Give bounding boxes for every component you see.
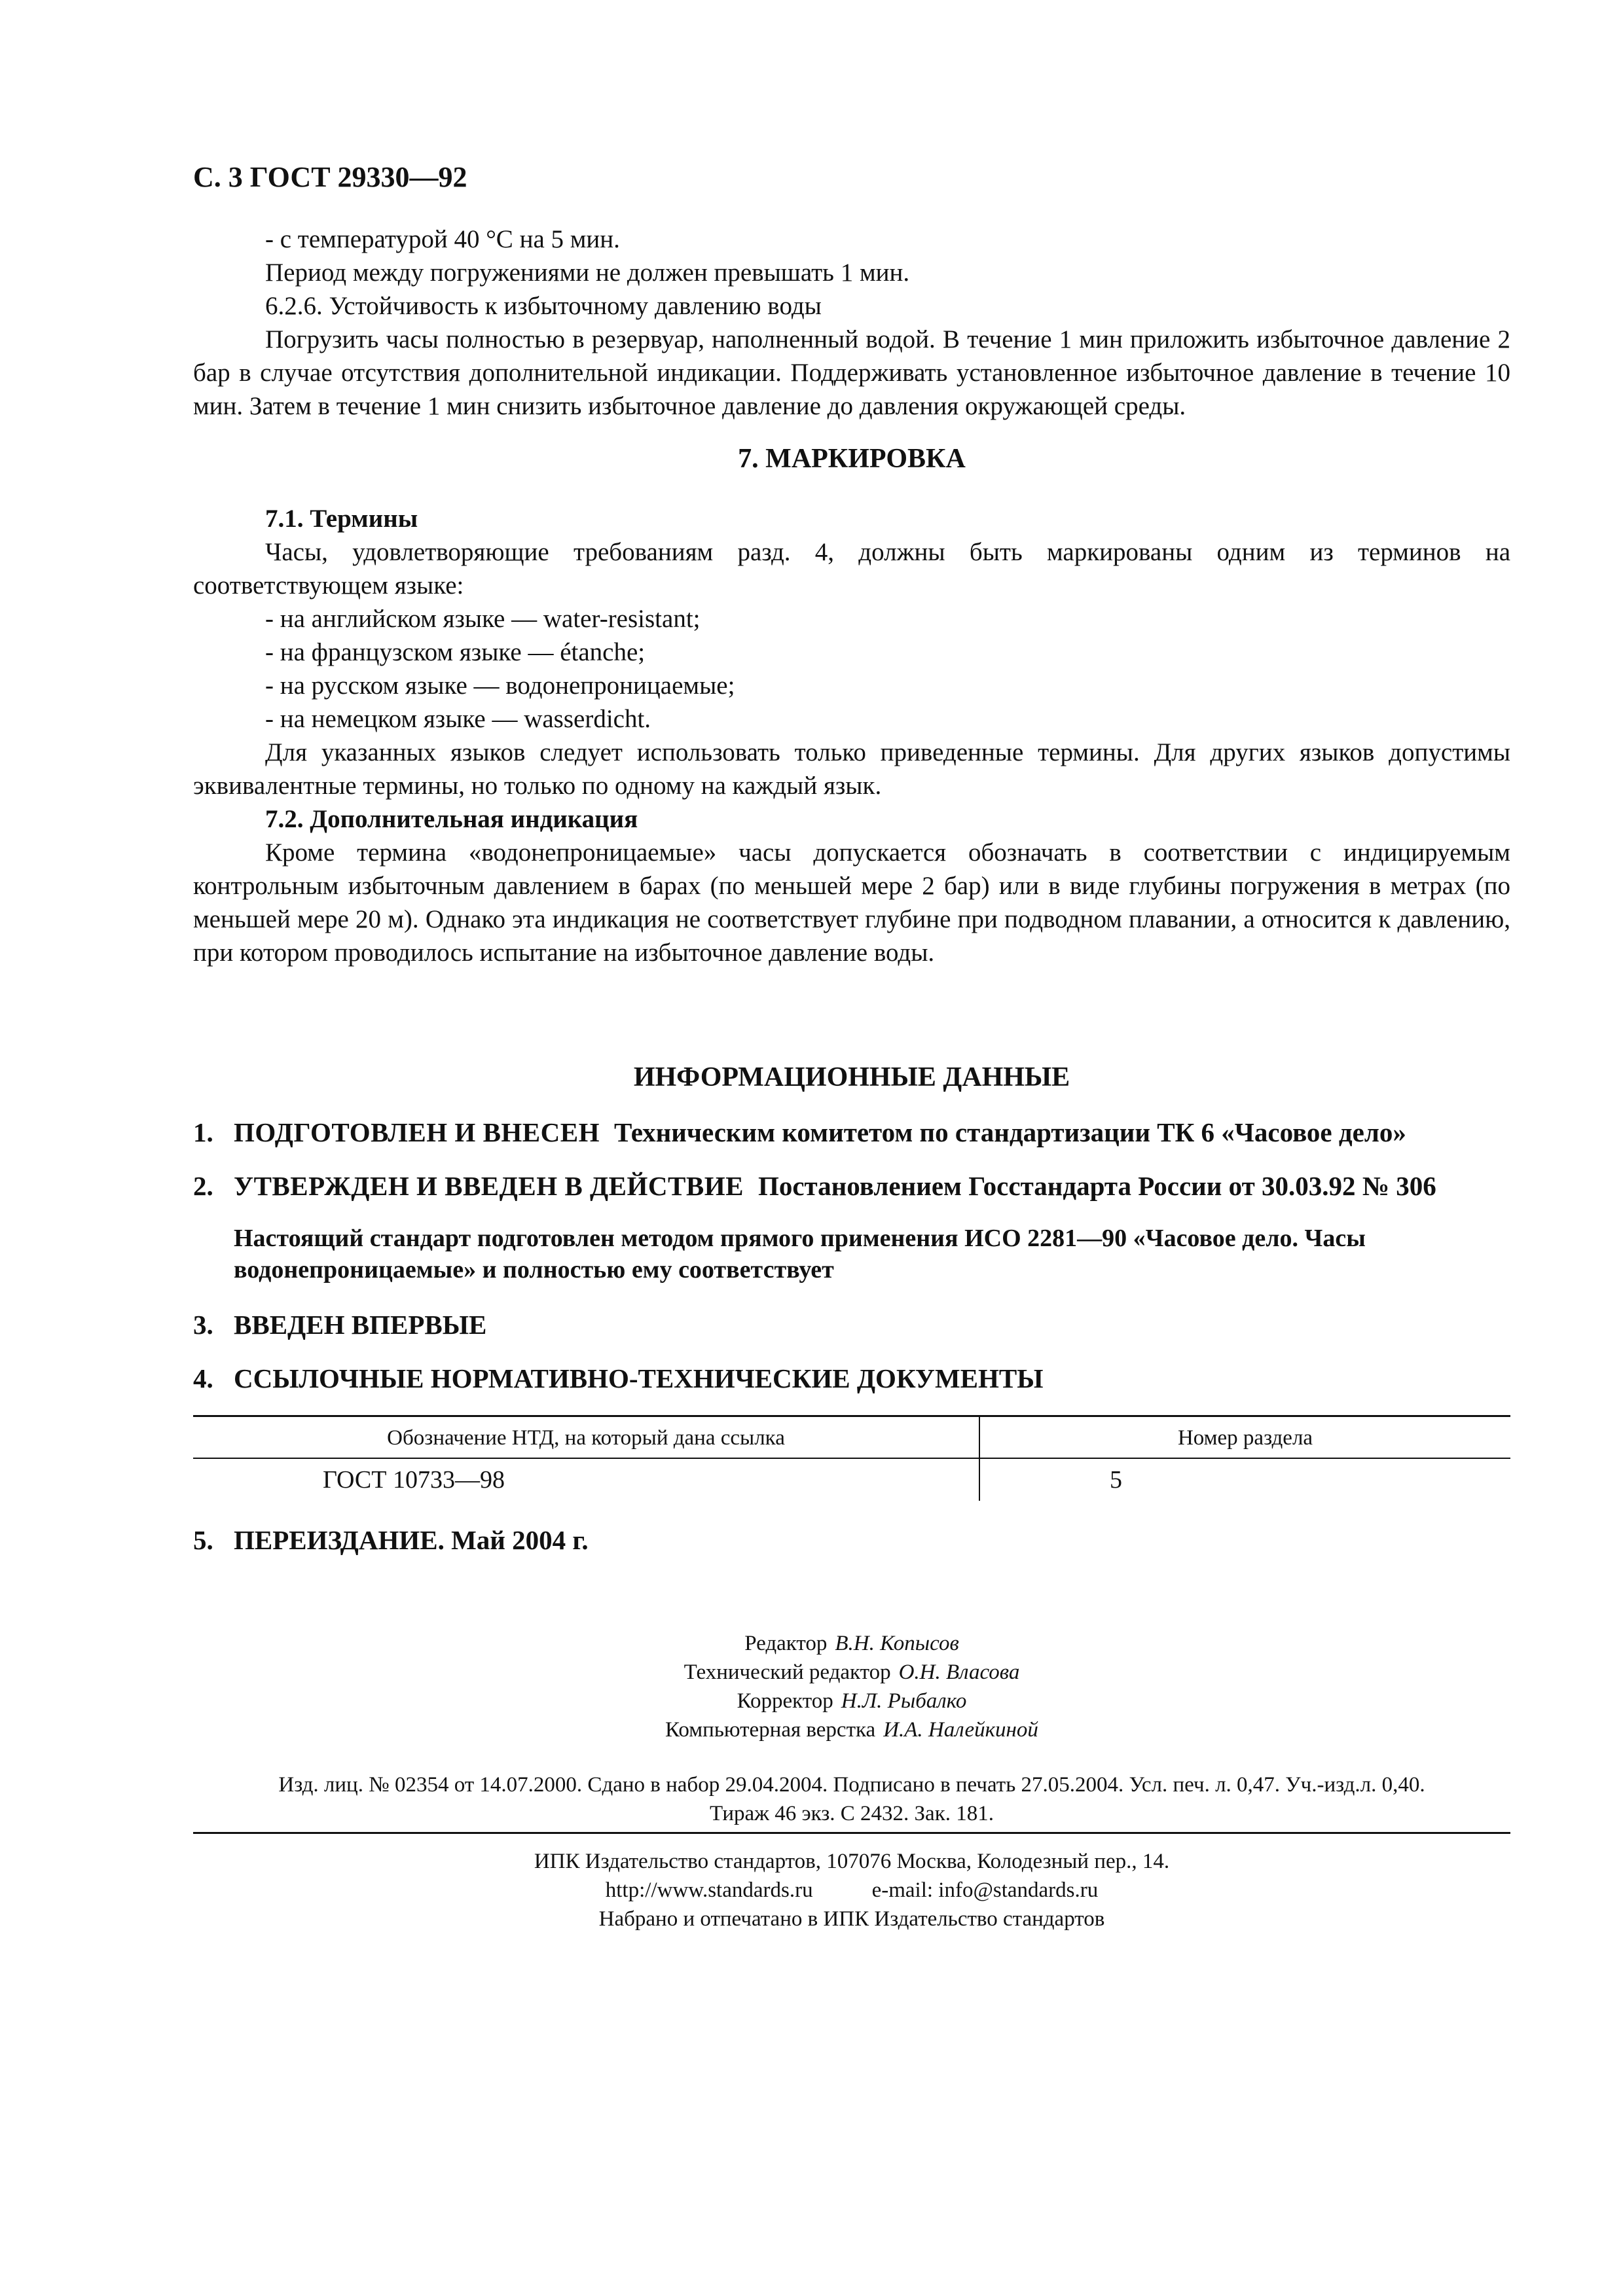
document-page [193,160,1510,1933]
info-item-1-body [234,1115,1510,1149]
info-item-5 [193,1523,1510,1557]
info-item-4 [193,1361,1510,1395]
publisher-url: http://www.standards.ru [605,1878,813,1902]
credit-tech-editor [193,1658,1510,1687]
table-cell-document: ГОСТ 10733—98 [193,1458,979,1501]
info-item-5-caps: ПЕРЕИЗДАНИЕ. Май 2004 г. [234,1525,589,1555]
info-item-5-number: 5. [193,1525,213,1555]
clause-7-1-title: 7.1. Термины [265,505,418,533]
credit-layout-role: Компьютерная верстка [665,1718,876,1742]
spacer [193,969,1510,1061]
info-item-1 [193,1115,1510,1149]
info-item-1-number: 1. [193,1117,213,1147]
column-header-section: Номер раздела [979,1416,1510,1459]
publisher-printed: Набрано и отпечатано в ИПК Издательство стандартов [598,1907,1105,1931]
column-header-document: Обозначение НТД, на который дана ссылка [193,1416,979,1459]
info-item-1-caps: ПОДГОТОВЛЕН И ВНЕСЕН [234,1117,600,1147]
imprint-block [193,1770,1510,1834]
publisher-contacts [193,1876,1510,1905]
credit-editor-role: Редактор [744,1632,828,1655]
credit-editor-name: В.Н. Копысов [835,1632,959,1655]
info-item-4-number: 4. [193,1363,213,1393]
credit-corr-name: Н.Л. Рыбалко [841,1689,967,1713]
credit-tech-role: Технический редактор [684,1660,891,1684]
reference-table-header [193,1416,1510,1459]
term-russian: - на русском языке — водонепроницаемые; [265,672,735,700]
info-item-3-caps: ВВЕДЕН ВПЕРВЫЕ [234,1310,487,1340]
imprint-line-1: Изд. лиц. № 02354 от 14.07.2000. Сдано в набор 29.04.2004. Подписано в печать 27.05.2004. Усл. печ. л. 0,47. Уч.-изд.л. 0,40. [278,1773,1425,1797]
credit-layout [193,1715,1510,1744]
clause-7-1-text: Часы, удовлетворяющие требованиям разд. 4, должны быть маркированы одним из терминов на соответствующем языке: [193,538,1510,600]
section-7-title: 7. МАРКИРОВКА [738,444,966,474]
reference-table [193,1415,1510,1501]
clause-6-2-6-title: 6.2.6. Устойчивость к избыточному давлению воды [265,292,822,320]
info-item-2-text: Постановлением Госстандарта России от 30.03.92 № 306 [757,1171,1436,1201]
credit-corrector [193,1687,1510,1715]
publisher-email: e-mail: info@standards.ru [871,1878,1099,1902]
clause-7-1-text-2: Для указанных языков следует использовать только приведенные термины. Для других языков допустимы эквивалентные термины, но только по одному на каждый язык. [193,738,1510,800]
period-line: Период между погружениями не должен превышать 1 мин. [265,259,910,287]
publisher-block [193,1847,1510,1933]
table-row [193,1458,1510,1501]
credit-layout-name: И.А. Налейкиной [883,1718,1038,1742]
publisher-address: ИПК Издательство стандартов, 107076 Москва, Колодезный пер., 14. [534,1850,1170,1873]
temperature-line: - с температурой 40 °С на 5 мин. [265,225,620,253]
term-french: - на французском языке — étanche; [265,638,646,666]
info-item-2 [193,1169,1510,1203]
info-item-2-number: 2. [193,1171,213,1201]
clause-7-2-title: 7.2. Дополнительная индикация [265,805,638,833]
term-english: - на английском языке — water-resistant; [265,605,701,633]
table-cell-section: 5 [1110,1466,1122,1494]
term-german: - на немецком языке — wasserdicht. [265,705,651,733]
credit-tech-name: О.Н. Власова [898,1660,1020,1684]
imprint-line-2: Тираж 46 экз. С 2432. Зак. 181. [710,1802,994,1825]
info-item-4-caps: ССЫЛОЧНЫЕ НОРМАТИВНО-ТЕХНИЧЕСКИЕ ДОКУМЕНТЫ [234,1363,1044,1393]
clause-6-2-6-text: Погрузить часы полностью в резервуар, наполненный водой. В течение 1 мин приложить избыточное давление 2 бар в случае отсутствия дополнительной индикации. Поддерживать установленное избыточное давление в течение 10 мин. Затем в течение 1 мин снизить избыточное давление до давления окружающей среды. [193,325,1510,420]
credit-corr-role: Корректор [737,1689,833,1713]
credits-block [193,1629,1510,1744]
page-header: С. 3 ГОСТ 29330—92 [193,161,467,193]
info-data-title: ИНФОРМАЦИОННЫЕ ДАННЫЕ [633,1062,1070,1092]
info-item-1-text: Техническим комитетом по стандартизации ТК 6 «Часовое дело» [614,1117,1406,1147]
credit-editor [193,1629,1510,1658]
info-item-2-caps: УТВЕРЖДЕН И ВВЕДЕН В ДЕЙСТВИЕ [234,1171,744,1201]
info-note: Настоящий стандарт подготовлен методом прямого применения ИСО 2281—90 «Часовое дело. Часы водонепроницаемые» и полностью ему соответствует [234,1225,1366,1283]
info-item-3-number: 3. [193,1310,213,1340]
clause-7-2-text: Кроме термина «водонепроницаемые» часы допускается обозначать в соответствии с индицируемым контрольным избыточным давлением в барах (по меньшей мере 2 бар) или в виде глубины погружения в метрах (по меньшей мере 20 м). Однако эта индикация не соответствует глубине при подводном плавании, а относится к давлению, при котором проводилось испытание на избыточное давление воды. [193,838,1510,967]
info-item-2-body [234,1169,1510,1203]
info-item-3 [193,1308,1510,1342]
